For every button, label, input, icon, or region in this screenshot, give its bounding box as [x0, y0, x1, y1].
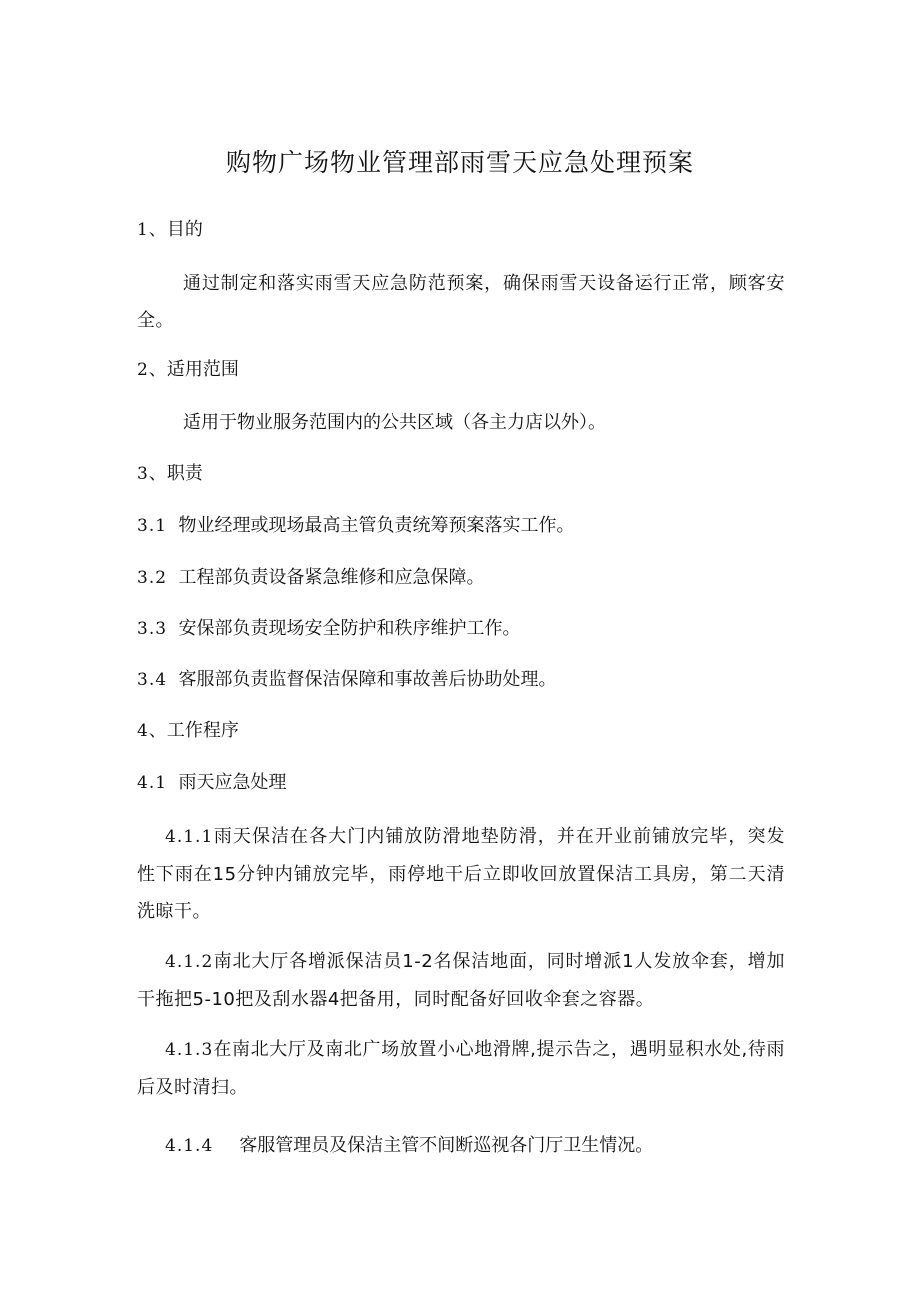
section-heading-text: 工作程序 — [166, 720, 239, 741]
scope-body: 适用于物业服务范围内的公共区域（各主力店以外）。 — [183, 412, 606, 433]
duty-text: 物业经理或现场最高主管负责统筹预案落实工作。 — [178, 515, 575, 536]
procedure-number: 4.1.1 — [165, 827, 214, 847]
procedure-text: 客服管理员及保洁主管不间断巡视各门厅卫生情况。 — [239, 1135, 654, 1156]
section-heading-scope — [137, 357, 239, 383]
section-heading-duties — [137, 461, 203, 487]
procedure-item — [137, 1031, 785, 1106]
subsection-heading-text: 雨天应急处理 — [178, 772, 287, 793]
procedure-text: 雨天保洁在各大门内铺放防滑地垫防滑，并在开业前铺放完毕，突发性下雨在15分钟内铺放完毕，雨停地干后立即收回放置保洁工具房，第二天清洗晾干。 — [137, 826, 785, 922]
procedure-item — [137, 943, 785, 1018]
section-number: 1、 — [137, 220, 167, 240]
document-title: 购物广场物业管理部雨雪天应急处理预案 — [225, 148, 694, 177]
subsection-number: 4.1 — [137, 773, 168, 793]
procedure-text: 在南北大厅及南北广场放置小心地滑牌,提示告之，遇明显积水处,待雨后及时清扫。 — [137, 1039, 785, 1098]
procedure-item — [165, 1133, 653, 1159]
duty-text: 工程部负责设备紧急维修和应急保障。 — [178, 567, 485, 588]
duty-text: 安保部负责现场安全防护和秩序维护工作。 — [178, 618, 521, 639]
section-number: 2、 — [137, 360, 167, 380]
section-number: 4、 — [137, 721, 167, 741]
procedure-text: 南北大厅各增派保洁员1-2名保洁地面，同时增派1人发放伞套，增加干拖把5-10把及刮水器4把备用，同时配备好回收伞套之容器。 — [137, 951, 785, 1010]
duty-item — [137, 616, 521, 642]
procedure-number: 4.1.4 — [165, 1136, 214, 1156]
section-heading-procedure — [137, 718, 239, 744]
duty-text: 客服部负责监督保洁保障和事故善后协助处理。 — [178, 669, 557, 690]
section-heading-text: 适用范围 — [166, 359, 239, 380]
procedure-number: 4.1.2 — [165, 952, 214, 972]
procedure-number: 4.1.3 — [165, 1040, 214, 1060]
procedure-item — [137, 818, 785, 930]
section-heading-purpose — [137, 217, 203, 243]
duty-item — [137, 667, 557, 693]
subsection-heading — [137, 770, 287, 796]
section-heading-text: 目的 — [166, 219, 203, 240]
section-heading-text: 职责 — [166, 463, 203, 484]
duty-item — [137, 513, 575, 539]
duty-number: 3.3 — [137, 619, 168, 639]
duty-number: 3.1 — [137, 516, 168, 536]
duty-number: 3.4 — [137, 670, 168, 690]
duty-item — [137, 565, 485, 591]
purpose-body: 通过制定和落实雨雪天应急防范预案，确保雨雪天设备运行正常，顾客安全。 — [137, 273, 785, 331]
duty-number: 3.2 — [137, 568, 168, 588]
section-number: 3、 — [137, 464, 167, 484]
